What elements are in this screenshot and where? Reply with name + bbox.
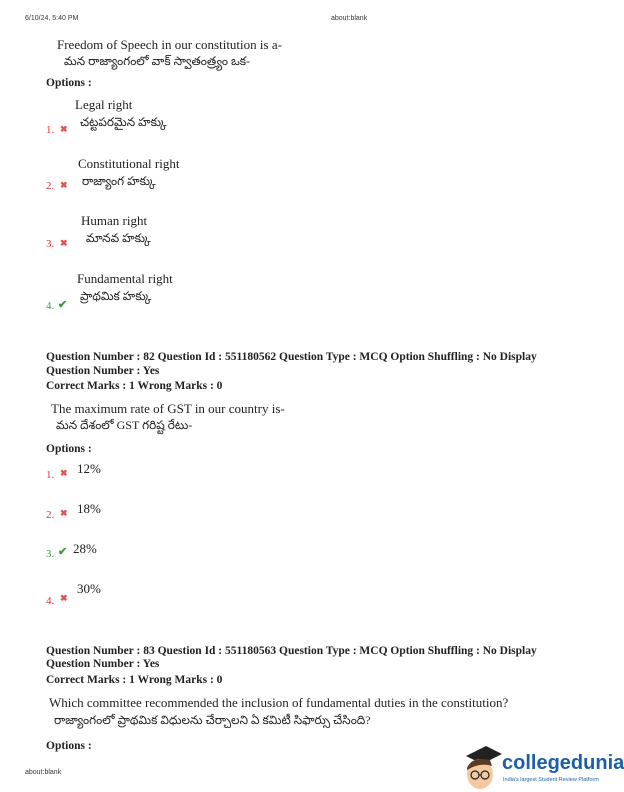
options-label: Options : (46, 443, 92, 455)
marks-info: Correct Marks : 1 Wrong Marks : 0 (46, 674, 223, 686)
wrong-icon: ✖ (60, 468, 68, 478)
option-3-te: మానవ హక్కు (86, 231, 151, 245)
wrong-icon: ✖ (60, 238, 68, 248)
marks-info: Correct Marks : 1 Wrong Marks : 0 (46, 380, 223, 392)
option-1: 12% (77, 461, 101, 476)
correct-icon: ✔ (58, 546, 68, 558)
wrong-icon: ✖ (60, 180, 68, 190)
option-4-number: 4. (46, 300, 55, 312)
correct-icon: ✔ (58, 299, 68, 311)
question-text-en: The maximum rate of GST in our country is- (51, 401, 285, 416)
option-4: 30% (77, 581, 101, 596)
option-2: 18% (77, 501, 101, 516)
wrong-icon: ✖ (60, 124, 68, 134)
question-text-te: రాజ్యాంగంలో ప్రాథమిక విధులను చేర్చాలని ఏ కమిటీ సిఫార్సు చేసింది? (54, 713, 371, 727)
option-2-number: 2. (46, 509, 55, 521)
mascot-icon (462, 744, 502, 792)
wrong-icon: ✖ (60, 508, 68, 518)
brand-name: collegedunia (502, 752, 624, 774)
options-label: Options : (46, 740, 92, 752)
option-3-number: 3. (46, 548, 55, 560)
question-meta: Question Number : 82 Question Id : 551180562 Question Type : MCQ Option Shuffling : No Display (46, 351, 537, 363)
option-4-te: ప్రాథమిక హక్కు (80, 289, 152, 303)
option-3-number: 3. (46, 238, 55, 250)
option-2-number: 2. (46, 180, 55, 192)
option-1-number: 1. (46, 469, 55, 481)
option-1-number: 1. (46, 124, 55, 136)
wrong-icon: ✖ (60, 593, 68, 603)
option-2-te: రాజ్యాంగ హక్కు (82, 174, 156, 188)
option-4-number: 4. (46, 595, 55, 607)
question-text-te: మన దేశంలో GST గరిష్ట రేటు- (56, 418, 193, 432)
brand-tagline: India's largest Student Review Platform (503, 777, 599, 783)
collegedunia-watermark (462, 744, 624, 792)
question-text-en: Which committee recommended the inclusion of fundamental duties in the constitution? (49, 695, 509, 710)
option-1-en: Legal right (75, 97, 133, 112)
question-meta-2: Question Number : Yes (46, 658, 160, 670)
question-meta-2: Question Number : Yes (46, 365, 160, 377)
option-3: 28% (73, 541, 97, 556)
question-meta: Question Number : 83 Question Id : 551180563 Question Type : MCQ Option Shuffling : No Display (46, 645, 537, 657)
option-2-en: Constitutional right (78, 156, 180, 171)
options-label: Options : (46, 77, 92, 89)
footer-url: about:blank (25, 769, 62, 776)
question-text-te: మన రాజ్యాంగంలో వాక్ స్వాతంత్ర్యం ఒక- (64, 54, 251, 68)
option-3-en: Human right (81, 213, 148, 228)
option-1-te: చట్టపరమైన హక్కు (80, 115, 167, 129)
print-url: about:blank (331, 15, 368, 22)
print-datetime: 6/10/24, 5:40 PM (25, 15, 79, 22)
question-text-en: Freedom of Speech in our constitution is a- (57, 37, 282, 52)
option-4-en: Fundamental right (77, 271, 173, 286)
